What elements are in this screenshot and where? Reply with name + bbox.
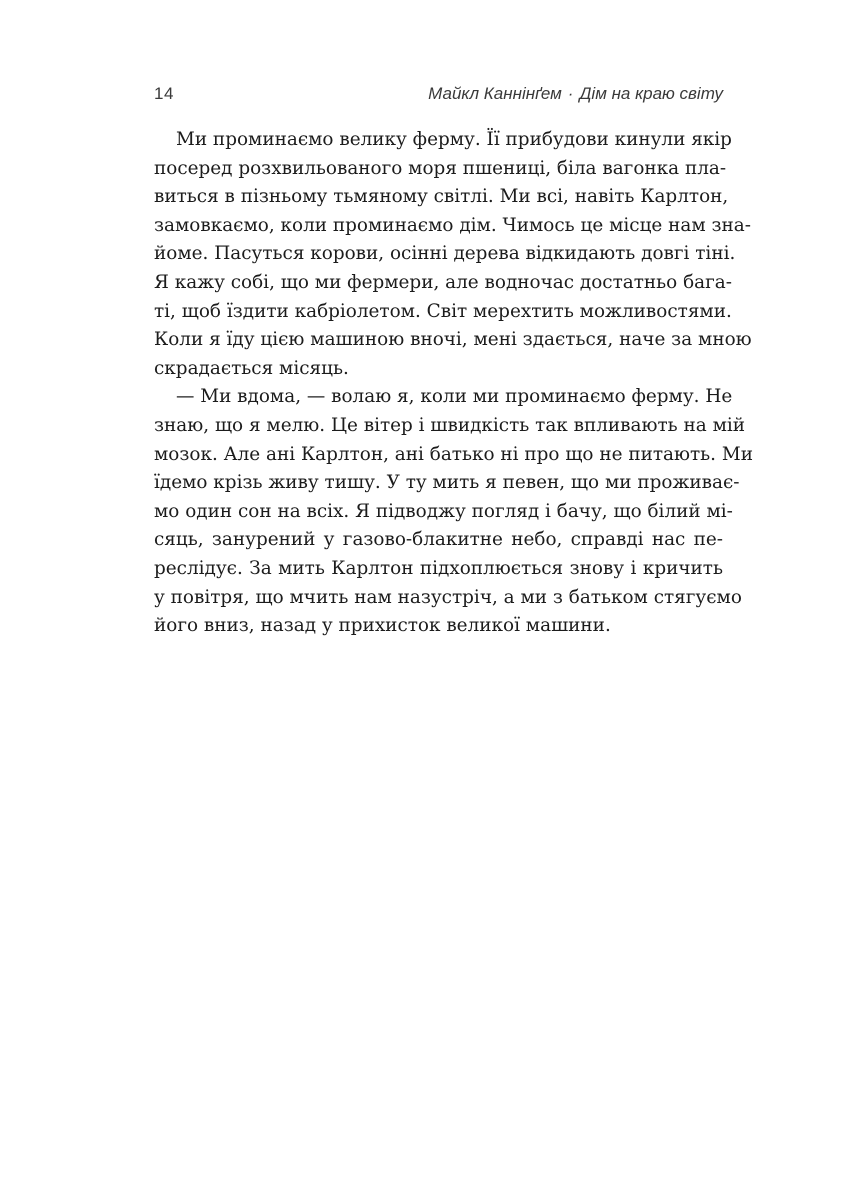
text-line: реслідує. За мить Карлтон підхоплюється знову і кричить — [154, 557, 723, 579]
text-line: — Ми вдома, — волаю я, коли ми проминаємо ферму. Не — [176, 386, 733, 408]
text-line: скрадається місяць. — [154, 357, 349, 379]
page-header — [154, 84, 723, 110]
text-line: посеред розхвильованого моря пшениці, біла вагонка пла- — [154, 157, 727, 179]
author-name: Майкл Каннінґем — [428, 84, 562, 103]
book-title: Дім на краю світу — [579, 84, 723, 103]
text-line: мозок. Але ані Карлтон, ані батько ні про що не питають. Ми — [154, 443, 753, 465]
page-number: 14 — [154, 84, 174, 103]
text-line: ті, щоб їздити кабріолетом. Світ мерехтить можливостями. — [154, 300, 732, 322]
running-head — [428, 84, 723, 104]
running-head-separator: · — [567, 84, 574, 103]
paragraph-2 — [154, 383, 753, 640]
paragraph-1 — [154, 126, 752, 383]
text-line: мо один сон на всіх. Я підводжу погляд і бачу, що білий мі- — [154, 500, 733, 522]
body-text — [154, 126, 753, 641]
text-line: сяць, занурений у газово-блакитне небо, справді нас пе- — [154, 529, 723, 551]
text-line: замовкаємо, коли проминаємо дім. Чимось це місце нам зна- — [154, 214, 751, 236]
text-line: йоме. Пасуться корови, осінні дерева відкидають довгі тіні. — [154, 243, 736, 265]
text-line: Коли я їду цією машиною вночі, мені здається, наче за мною — [154, 329, 752, 351]
text-line: їдемо крізь живу тишу. У ту мить я певен, що ми проживає- — [154, 472, 740, 494]
text-line: Я кажу собі, що ми фермери, але водночас достатньо бага- — [154, 271, 732, 293]
text-line: Ми проминаємо велику ферму. Її прибудови кинули якір — [176, 129, 732, 150]
text-line: виться в пізньому тьмяному світлі. Ми всі, навіть Карлтон, — [154, 186, 729, 208]
text-line: у повітря, що мчить нам назустріч, а ми з батьком стягуємо — [154, 586, 742, 608]
text-line: його вниз, назад у прихисток великої машини. — [154, 615, 611, 637]
text-line: знаю, що я мелю. Це вітер і швидкість так впливають на мій — [154, 414, 746, 436]
